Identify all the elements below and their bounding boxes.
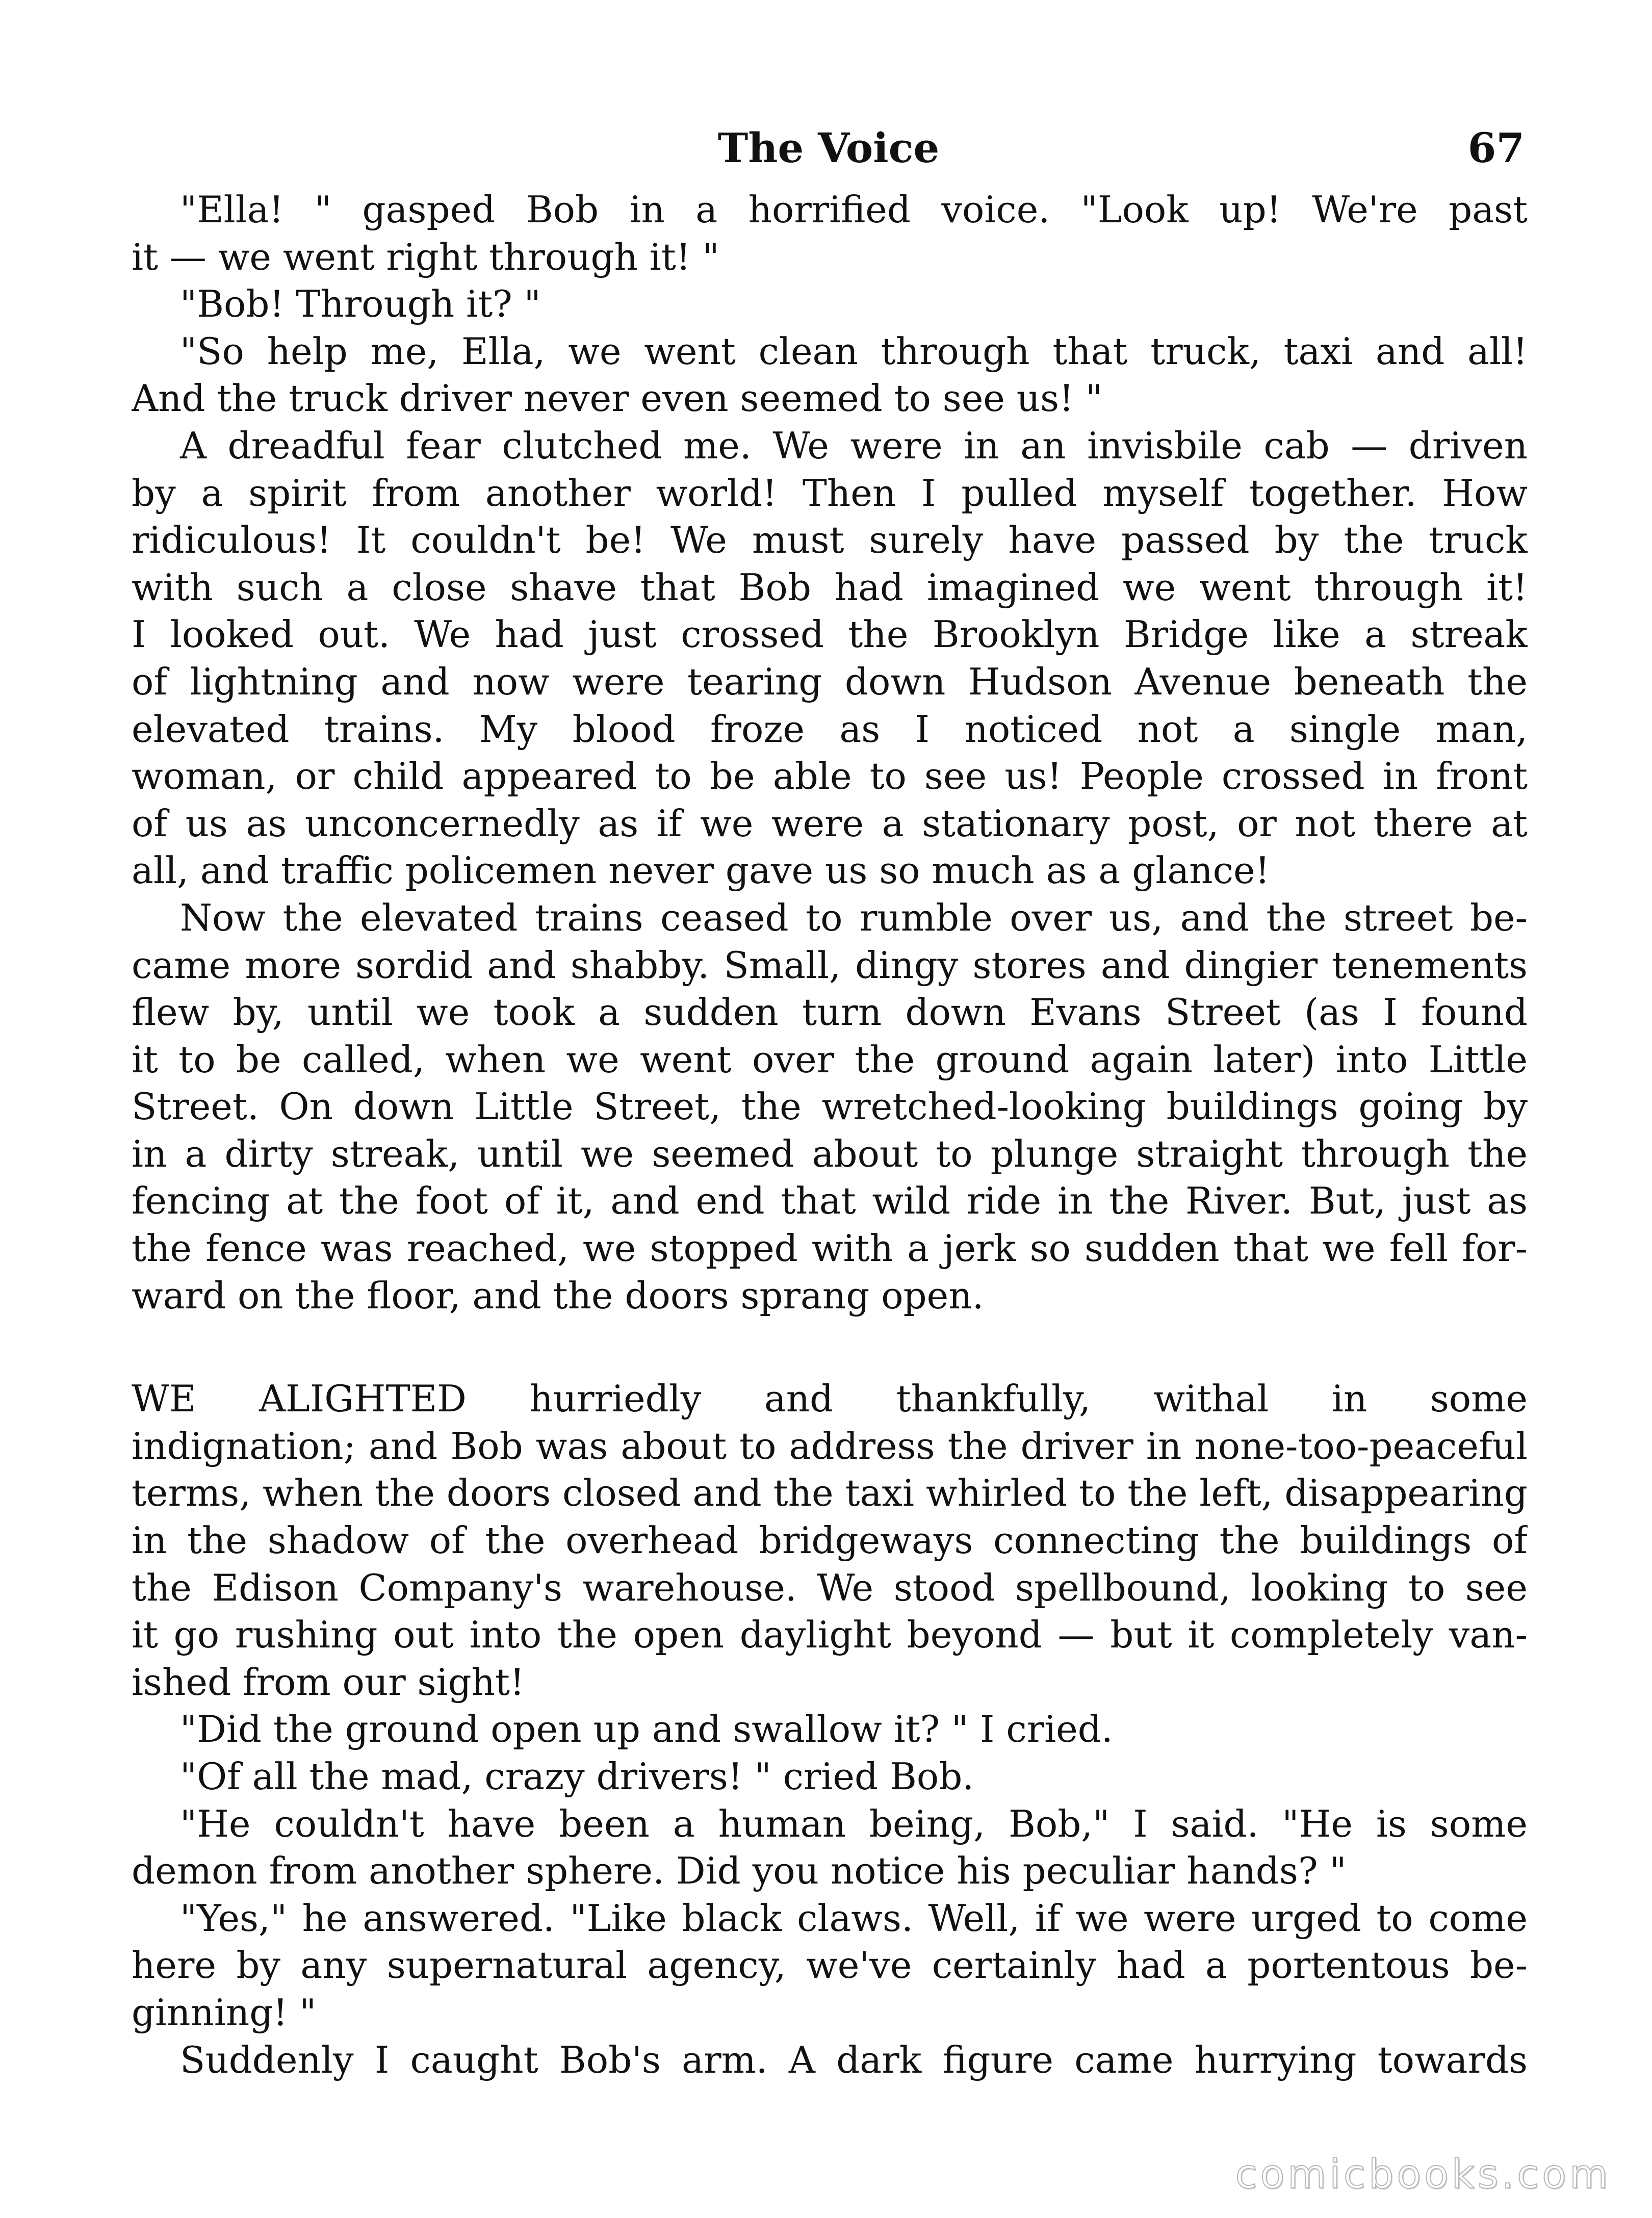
text-line: by a spirit from another world! Then I pulled myself together. How bbox=[132, 471, 1528, 514]
text-line: WE ALIGHTED hurriedly and thankfully, withal in some bbox=[132, 1377, 1528, 1421]
text-line: And the truck driver never even seemed to see us! " bbox=[132, 377, 1103, 420]
text-line: "Of all the mad, crazy drivers! " cried Bob. bbox=[180, 1755, 974, 1798]
text-line: "So help me, Ella, we went clean through that truck, taxi and all! bbox=[180, 329, 1528, 373]
text-line: ginning! " bbox=[132, 1991, 317, 2034]
text-line: the Edison Company's warehouse. We stood spellbound, looking to see bbox=[132, 1566, 1528, 1609]
text-line: in the shadow of the overhead bridgeways connecting the buildings of bbox=[132, 1519, 1528, 1562]
text-line: demon from another sphere. Did you notice his peculiar hands? " bbox=[132, 1849, 1347, 1893]
text-line: Suddenly I caught Bob's arm. A dark figure came hurrying towards bbox=[180, 2038, 1528, 2081]
text-line: with such a close shave that Bob had imagined we went through it! bbox=[132, 565, 1528, 609]
text-line: of us as unconcernedly as if we were a stationary post, or not there at bbox=[132, 802, 1528, 845]
text-line: "Did the ground open up and swallow it? " I cried. bbox=[180, 1708, 1113, 1751]
text-line: woman, or child appeared to be able to see us! People crossed in front bbox=[132, 755, 1528, 798]
running-title: The Voice bbox=[717, 124, 940, 172]
text-line: "He couldn't have been a human being, Bob," I said. "He is some bbox=[180, 1802, 1528, 1845]
text-line: ward on the floor, and the doors sprang open. bbox=[132, 1274, 984, 1317]
text-line: ridiculous! It couldn't be! We must surely have passed by the truck bbox=[132, 519, 1528, 562]
text-line: in a dirty streak, until we seemed about to plunge straight through the bbox=[132, 1132, 1528, 1175]
text-line: came more sordid and shabby. Small, dingy stores and dingier tenements bbox=[132, 943, 1528, 987]
text-line: it to be called, when we went over the ground again later) into Little bbox=[132, 1038, 1528, 1081]
text-line: it — we went right through it! " bbox=[132, 235, 719, 278]
text-line: all, and traffic policemen never gave us so much as a glance! bbox=[132, 849, 1270, 892]
text-line: "Yes," he answered. "Like black claws. Well, if we were urged to come bbox=[180, 1896, 1528, 1940]
site-watermark: comicbooks.com bbox=[1235, 2152, 1611, 2198]
page-header bbox=[133, 122, 1525, 178]
text-line: fencing at the foot of it, and end that wild ride in the River. But, just as bbox=[132, 1179, 1528, 1223]
text-line: it go rushing out into the open daylight beyond — but it completely van- bbox=[132, 1613, 1528, 1657]
text-line: flew by, until we took a sudden turn down Evans Street (as I found bbox=[132, 991, 1528, 1034]
text-line: "Ella! " gasped Bob in a horrified voice. "Look up! We're past bbox=[180, 188, 1528, 231]
body-text bbox=[132, 186, 1528, 2083]
text-line: terms, when the doors closed and the taxi whirled to the left, disappearing bbox=[132, 1472, 1528, 1515]
text-line: the fence was reached, we stopped with a jerk so sudden that we fell for- bbox=[132, 1227, 1528, 1270]
text-line: of lightning and now were tearing down Hudson Avenue beneath the bbox=[132, 660, 1528, 703]
text-line: elevated trains. My blood froze as I noticed not a single man, bbox=[132, 707, 1528, 751]
text-line: I looked out. We had just crossed the Brooklyn Bridge like a streak bbox=[132, 613, 1528, 656]
text-line: ished from our sight! bbox=[132, 1660, 525, 1704]
text-line: Now the elevated trains ceased to rumble over us, and the street be- bbox=[180, 896, 1528, 939]
text-line: indignation; and Bob was about to address the driver in none-too-peaceful bbox=[132, 1424, 1528, 1467]
section-break bbox=[132, 1319, 1528, 1375]
text-line: Street. On down Little Street, the wretched-looking buildings going by bbox=[132, 1085, 1528, 1128]
text-line: A dreadful fear clutched me. We were in an invisbile cab — driven bbox=[180, 424, 1528, 467]
text-line: "Bob! Through it? " bbox=[180, 282, 541, 326]
page-number: 67 bbox=[1467, 124, 1525, 172]
text-line: here by any supernatural agency, we've certainly had a portentous be- bbox=[132, 1944, 1528, 1987]
